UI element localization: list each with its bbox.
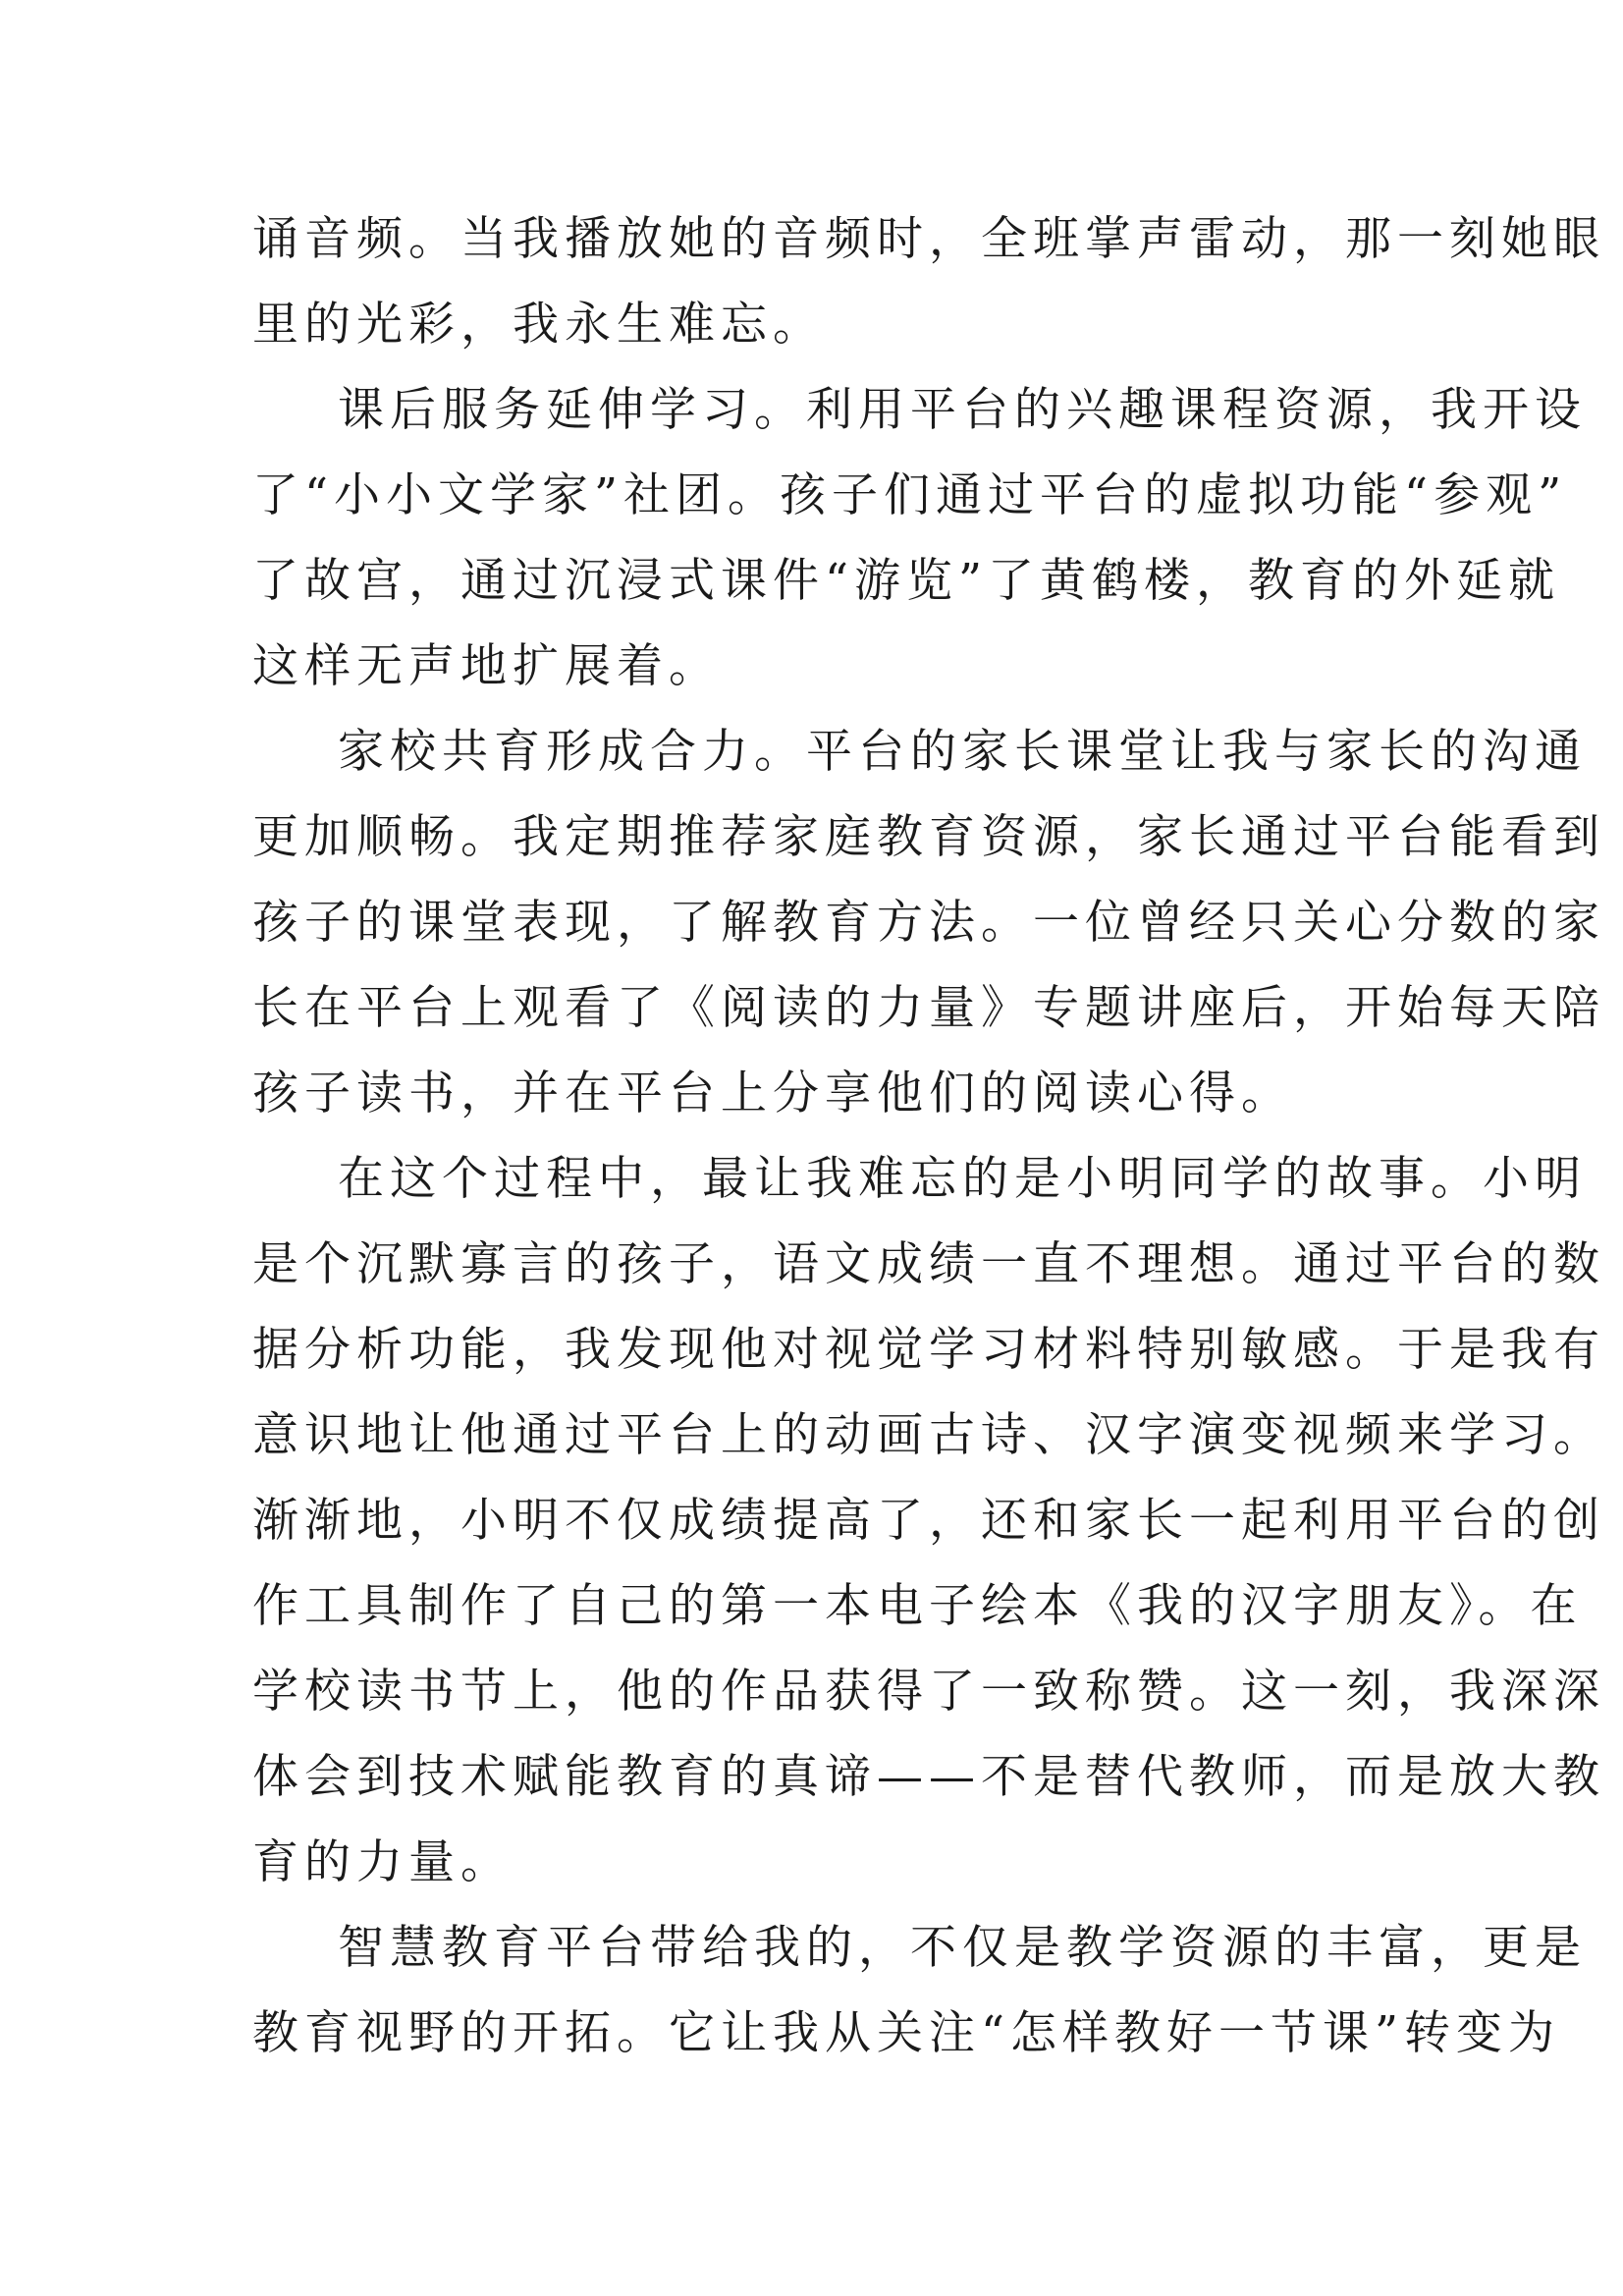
text-line: 体会到技术赋能教育的真谛——不是替代教师，而是放大教	[252, 1750, 1605, 1804]
text-line: 了“小小文学家”社团。孩子们通过平台的虚拟功能“参观”	[252, 468, 1568, 522]
paragraph-first-line: 课后服务延伸学习。利用平台的兴趣课程资源，我开设	[338, 383, 1587, 437]
text-line: 诵音频。当我播放她的音频时，全班掌声雷动，那一刻她眼	[252, 212, 1605, 266]
text-line: 更加顺畅。我定期推荐家庭教育资源，家长通过平台能看到	[252, 810, 1605, 864]
text-line: 育的力量。	[252, 1835, 513, 1889]
text-line: 孩子的课堂表现，了解教育方法。一位曾经只关心分数的家	[252, 896, 1605, 950]
text-line: 了故宫，通过沉浸式课件“游览”了黄鹤楼，教育的外延就	[252, 554, 1561, 608]
paragraph-first-line: 家校共育形成合力。平台的家长课堂让我与家长的沟通	[338, 725, 1587, 779]
text-line: 学校读书节上，他的作品获得了一致称赞。这一刻，我深深	[252, 1665, 1605, 1719]
text-line: 这样无声地扩展着。	[252, 639, 721, 693]
text-line: 作工具制作了自己的第一本电子绘本《我的汉字朋友》。在	[252, 1579, 1583, 1633]
text-line: 孩子读书，并在平台上分享他们的阅读心得。	[252, 1066, 1293, 1121]
paragraph-first-line: 在这个过程中，最让我难忘的是小明同学的故事。小明	[338, 1152, 1587, 1206]
text-line: 意识地让他通过平台上的动画古诗、汉字演变视频来学习。	[252, 1408, 1605, 1462]
text-line: 是个沉默寡言的孩子，语文成绩一直不理想。通过平台的数	[252, 1237, 1605, 1291]
text-line: 据分析功能，我发现他对视觉学习材料特别敏感。于是我有	[252, 1323, 1605, 1377]
paragraph-first-line: 智慧教育平台带给我的，不仅是教学资源的丰富，更是	[338, 1921, 1587, 1975]
text-line: 教育视野的开拓。它让我从关注“怎样教好一节课”转变为	[252, 2006, 1561, 2060]
text-line: 渐渐地，小明不仅成绩提高了，还和家长一起利用平台的创	[252, 1494, 1605, 1548]
text-line: 里的光彩，我永生难忘。	[252, 298, 825, 352]
text-line: 长在平台上观看了《阅读的力量》专题讲座后，开始每天陪	[252, 981, 1605, 1035]
